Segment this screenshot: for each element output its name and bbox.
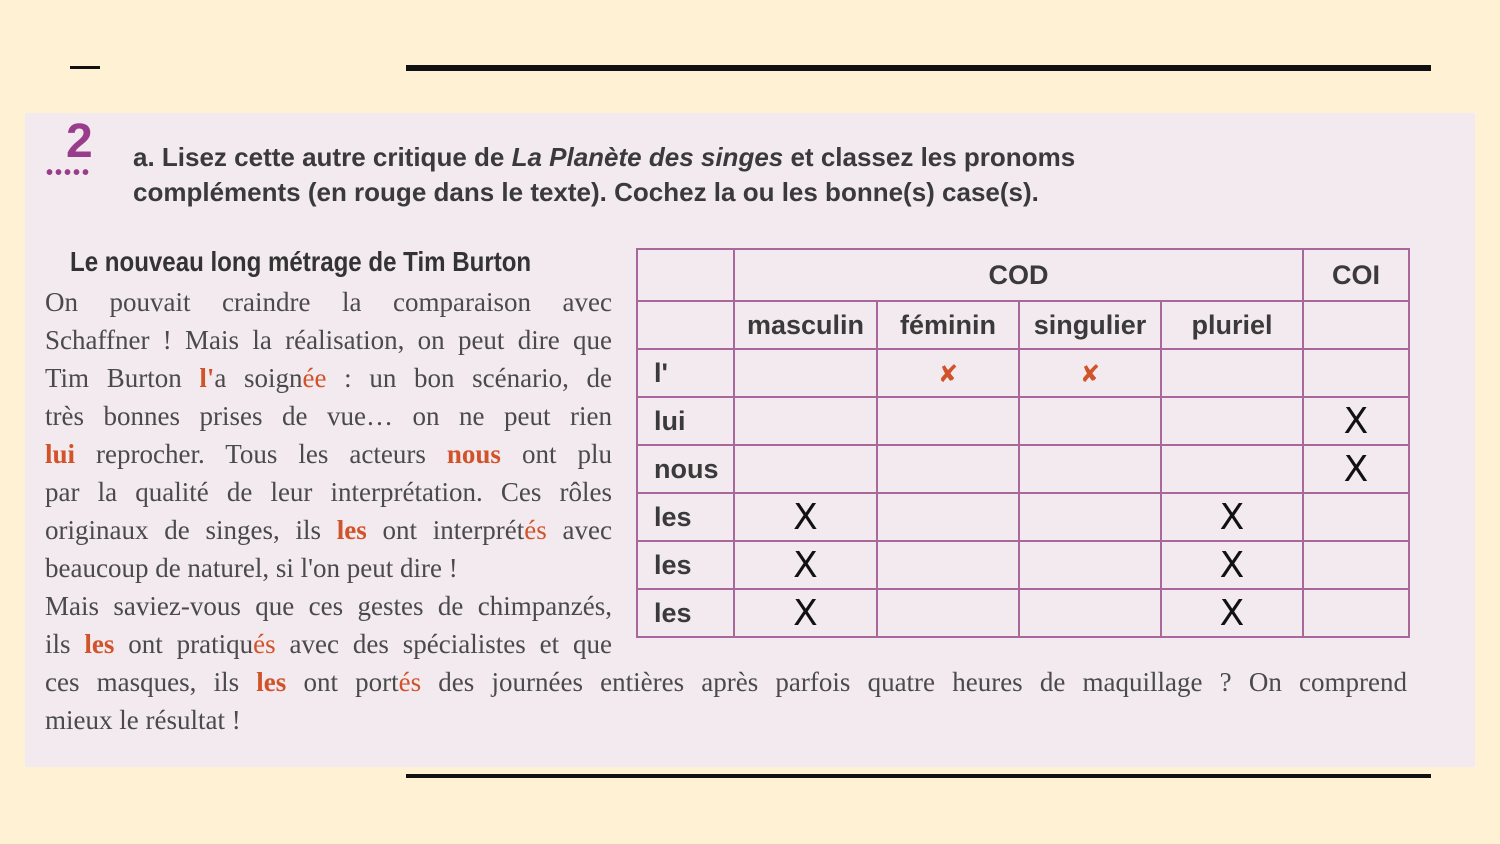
article-line: mieux le résultat !	[45, 705, 241, 735]
coi-header: COI	[1303, 249, 1409, 301]
checkbox-cell[interactable]	[877, 349, 1019, 397]
checkbox-cell[interactable]	[1161, 445, 1303, 493]
exercise-dots: •••••	[46, 162, 92, 184]
cod-header: COD	[734, 249, 1303, 301]
check-mark: X	[793, 592, 818, 634]
article-line	[45, 515, 612, 545]
checkbox-cell[interactable]	[1019, 349, 1161, 397]
pronoun-highlight: l'	[199, 363, 215, 393]
article-line	[45, 629, 612, 659]
pronoun-highlight: les	[84, 629, 115, 659]
checkbox-cell[interactable]	[1303, 589, 1409, 637]
table-row	[637, 445, 1409, 493]
agreement-highlight: és	[253, 629, 276, 659]
check-mark: X	[1343, 448, 1369, 490]
checkbox-cell[interactable]	[1161, 541, 1303, 589]
checkbox-cell[interactable]	[1303, 541, 1409, 589]
article-line: beaucoup de naturel, si l'on peut dire !	[45, 553, 458, 583]
checkbox-cell[interactable]	[1161, 493, 1303, 541]
pronoun-highlight: les	[336, 515, 367, 545]
text: avec	[546, 515, 612, 545]
checkbox-cell[interactable]	[734, 397, 877, 445]
checkbox-cell[interactable]	[1303, 445, 1409, 493]
row-label: lui	[637, 397, 734, 445]
row-label: l'	[637, 349, 734, 397]
exercise-instructions	[133, 140, 1333, 210]
empty-header-cell	[637, 249, 734, 301]
text: reprocher. Tous les acteurs	[75, 439, 447, 469]
pronoun-highlight: lui	[45, 439, 76, 469]
article-line: Mais saviez-vous que ces gestes de chimpanzés,	[45, 591, 612, 621]
text: ont plu	[500, 439, 612, 469]
row-label: les	[637, 541, 734, 589]
header-pluriel: pluriel	[1161, 301, 1303, 349]
checkbox-cell[interactable]	[877, 541, 1019, 589]
article-line: très bonnes prises de vue… on ne peut rien	[45, 401, 612, 431]
article-line	[45, 439, 612, 469]
check-mark: ✘	[937, 359, 959, 388]
checkbox-cell[interactable]	[1019, 397, 1161, 445]
pronoun-classification-table	[636, 248, 1410, 638]
checkbox-cell[interactable]	[1161, 397, 1303, 445]
article-line: On pouvait craindre la comparaison avec	[45, 287, 612, 317]
checkbox-cell[interactable]	[877, 589, 1019, 637]
checkbox-cell[interactable]	[734, 493, 877, 541]
text: originaux de singes, ils	[45, 515, 337, 545]
pronoun-highlight: nous	[446, 439, 501, 469]
instruction-text: compléments (en rouge dans le texte). Cochez la ou les bonne(s) case(s).	[133, 177, 1039, 207]
check-mark: X	[1219, 544, 1245, 586]
text: ils	[45, 629, 85, 659]
check-mark: X	[1343, 400, 1369, 442]
article-title: Le nouveau long métrage de Tim Burton	[70, 246, 532, 277]
row-label: nous	[637, 445, 734, 493]
table-row	[637, 397, 1409, 445]
check-mark: X	[793, 544, 818, 586]
checkbox-cell[interactable]	[877, 445, 1019, 493]
pronoun-highlight: les	[256, 667, 287, 697]
article-line: par la qualité de leur interprétation. Ces rôles	[45, 477, 612, 507]
header-feminin: féminin	[877, 301, 1019, 349]
checkbox-cell[interactable]	[1019, 445, 1161, 493]
checkbox-cell[interactable]	[734, 445, 877, 493]
text: avec des spécialistes et que	[275, 629, 612, 659]
text: ces masques, ils	[45, 667, 257, 697]
check-mark: X	[1219, 592, 1245, 634]
checkbox-cell[interactable]	[1303, 349, 1409, 397]
article-line	[45, 363, 612, 393]
checkbox-cell[interactable]	[1019, 541, 1161, 589]
instruction-text: et classez les pronoms	[783, 142, 1076, 172]
empty-header-cell	[637, 301, 734, 349]
agreement-highlight: ée	[302, 363, 327, 393]
check-mark: ✘	[1079, 359, 1101, 388]
checkbox-cell[interactable]	[1019, 589, 1161, 637]
text: ont port	[286, 667, 399, 697]
text: des journées entières après parfois quatre heures de maquillage ? On comprend	[421, 667, 1407, 697]
table-row	[637, 349, 1409, 397]
checkbox-cell[interactable]	[877, 493, 1019, 541]
row-label: les	[637, 589, 734, 637]
table-row	[637, 589, 1409, 637]
check-mark: X	[1219, 496, 1245, 538]
instruction-text: a. Lisez cette autre critique de	[133, 142, 512, 172]
checkbox-cell[interactable]	[1161, 589, 1303, 637]
empty-header-cell	[1303, 301, 1409, 349]
article-line	[45, 667, 1407, 697]
header-masculin: masculin	[734, 301, 877, 349]
checkbox-cell[interactable]	[877, 397, 1019, 445]
checkbox-cell[interactable]	[1303, 493, 1409, 541]
bottom-rule	[406, 774, 1431, 778]
article-line: Schaffner ! Mais la réalisation, on peut dire que	[45, 325, 612, 355]
text: ont pratiqu	[114, 629, 254, 659]
row-label: les	[637, 493, 734, 541]
text: Tim Burton	[45, 363, 200, 393]
checkbox-cell[interactable]	[734, 349, 877, 397]
exercise-number: 2	[66, 115, 93, 168]
check-mark: X	[793, 496, 818, 538]
table-row	[637, 541, 1409, 589]
top-rule	[406, 65, 1431, 71]
checkbox-cell[interactable]	[734, 589, 877, 637]
checkbox-cell[interactable]	[1303, 397, 1409, 445]
text: : un bon scénario, de	[326, 363, 612, 393]
text: ont interprét	[366, 515, 525, 545]
checkbox-cell[interactable]	[1019, 493, 1161, 541]
agreement-highlight: és	[524, 515, 547, 545]
checkbox-cell[interactable]	[734, 541, 877, 589]
header-singulier: singulier	[1019, 301, 1161, 349]
top-dash	[70, 66, 100, 69]
agreement-highlight: és	[398, 667, 422, 697]
film-title: La Planète des singes	[511, 142, 784, 172]
table-row	[637, 493, 1409, 541]
checkbox-cell[interactable]	[1161, 349, 1303, 397]
text: a soign	[214, 363, 303, 393]
